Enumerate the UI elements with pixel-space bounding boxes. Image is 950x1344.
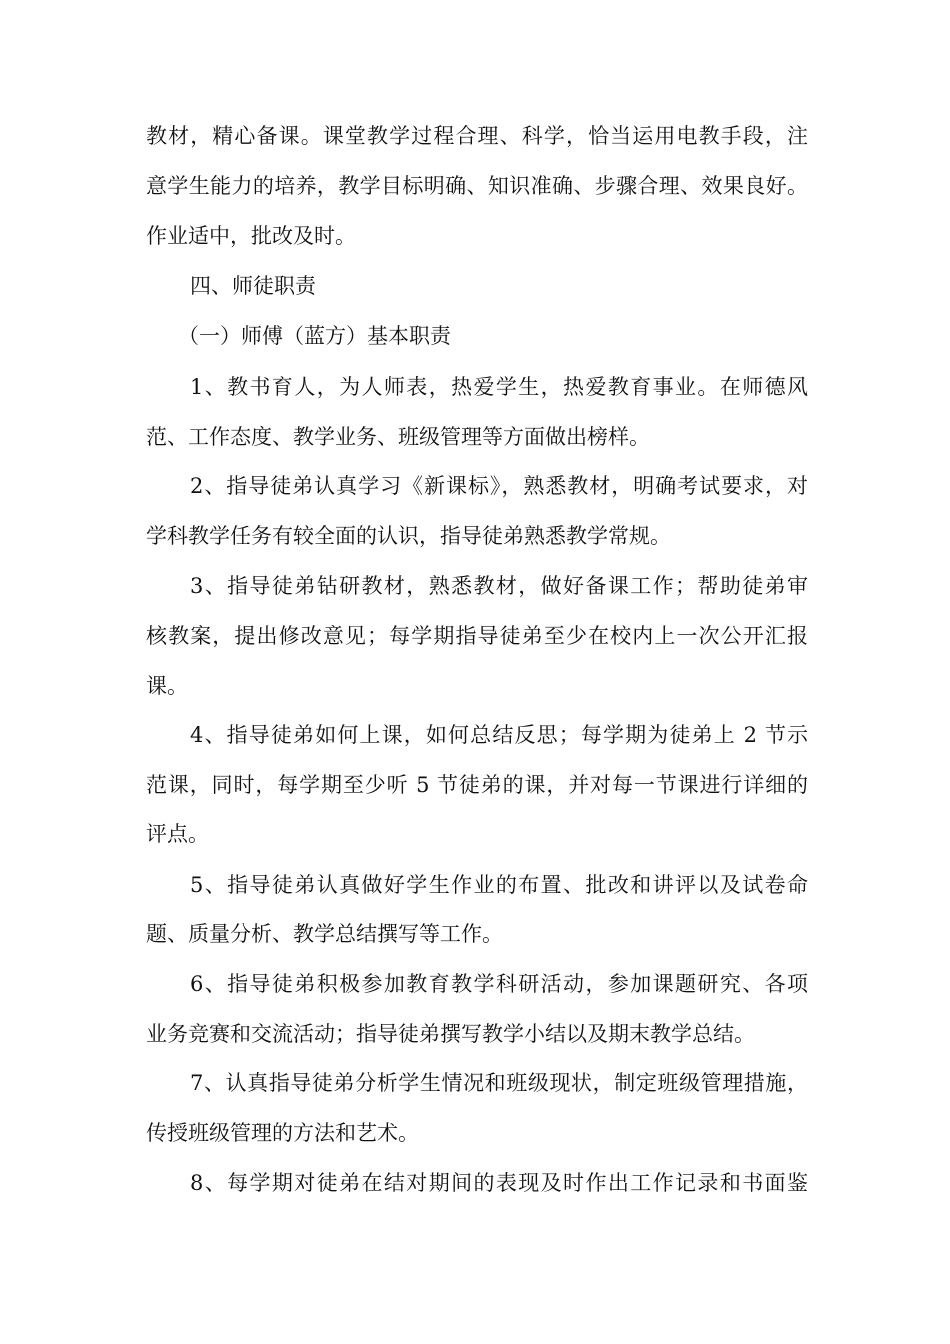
list-item-line: 传授班级管理的方法和艺术。 xyxy=(146,1121,419,1145)
list-item-line: 3、指导徒弟钻研教材，熟悉教材，做好备课工作；帮助徒弟审 xyxy=(190,574,808,598)
subsection-heading: （一）师傅（蓝方）基本职责 xyxy=(178,324,451,348)
body-text-line: 作业适中，批改及时。 xyxy=(146,224,356,248)
list-item-line: 学科教学任务有较全面的认识，指导徒弟熟悉教学常规。 xyxy=(146,524,671,548)
list-item-line: 评点。 xyxy=(146,822,209,846)
body-text-line: 意学生能力的培养，教学目标明确、知识准确、步骤合理、效果良好。 xyxy=(146,174,808,198)
body-text-line: 教材，精心备课。课堂教学过程合理、科学，恰当运用电教手段，注 xyxy=(146,124,808,148)
list-item-line: 课。 xyxy=(146,674,188,698)
list-item-line: 范课，同时，每学期至少听 5 节徒弟的课，并对每一节课进行详细的 xyxy=(146,773,808,797)
list-item-line: 核教案，提出修改意见；每学期指导徒弟至少在校内上一次公开汇报 xyxy=(146,624,808,648)
section-heading: 四、师徒职责 xyxy=(190,274,316,298)
list-item-line: 5、指导徒弟认真做好学生作业的布置、批改和讲评以及试卷命 xyxy=(190,873,808,897)
list-item-line: 4、指导徒弟如何上课，如何总结反思；每学期为徒弟上 2 节示 xyxy=(190,723,808,747)
list-item-line: 8、每学期对徒弟在结对期间的表现及时作出工作记录和书面鉴 xyxy=(190,1171,808,1195)
list-item-line: 范、工作态度、教学业务、班级管理等方面做出榜样。 xyxy=(146,425,650,449)
list-item-line: 1、教书育人，为人师表，热爱学生，热爱教育事业。在师德风 xyxy=(190,375,808,399)
list-item-line: 2、指导徒弟认真学习《新课标》，熟悉教材，明确考试要求，对 xyxy=(190,474,808,498)
list-item-line: 6、指导徒弟积极参加教育教学科研活动，参加课题研究、各项 xyxy=(190,972,808,996)
list-item-line: 题、质量分析、教学总结撰写等工作。 xyxy=(146,922,503,946)
list-item-line: 业务竞赛和交流活动；指导徒弟撰写教学小结以及期末教学总结。 xyxy=(146,1022,755,1046)
list-item-line: 7、认真指导徒弟分析学生情况和班级现状，制定班级管理措施， xyxy=(190,1071,808,1095)
